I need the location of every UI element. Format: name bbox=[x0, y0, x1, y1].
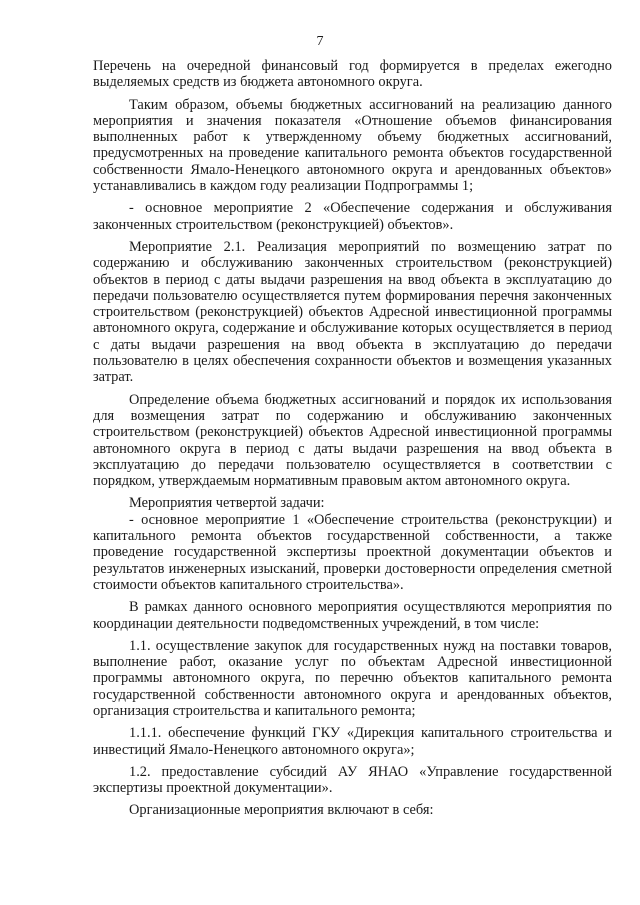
paragraph-2: Таким образом, объемы бюджетных ассигнований на реализацию данного мероприятия и значения показателя «Отношение объемов финансирования выполненных работ к утвержденному объему бюджетных ассигнований, предусмотренных на проведение капитального ремонта объектов государственной собственности Ямало-Ненецкого автономного округа и арендованных объектов» устанавливались в каждом году реализации Подпрограммы 1; bbox=[93, 96, 612, 195]
page-number: 7 bbox=[316, 34, 324, 49]
paragraph-6: Мероприятия четвертой задачи: bbox=[129, 495, 325, 512]
paragraph-10: 1.1.1. обеспечение функций ГКУ «Дирекция капитального строительства и инвестиций Ямало-Ненецкого автономного округа»; bbox=[93, 725, 612, 758]
paragraph-11: 1.2. предоставление субсидий АУ ЯНАО «Управление государственной экспертизы проектной документации». bbox=[93, 763, 612, 797]
paragraph-4: Мероприятие 2.1. Реализация мероприятий по возмещению затрат по содержанию и обслуживанию законченных строительством (реконструкцией) объектов в период с даты выдачи разрешения на ввод объекта в эксплуатацию до передачи пользователю осуществляется путем формирования перечня законченных строительством (реконструкцией) объектов Адресной инвестиционной программы автономного округа, содержание и обслуживание которых осуществляется в период с даты выдачи разрешения на ввод объекта в эксплуатацию до передачи пользователю в целях обеспечения сохранности объектов и возмещения указанных затрат. bbox=[93, 238, 612, 386]
document-body bbox=[93, 58, 612, 819]
paragraph-7: - основное мероприятие 1 «Обеспечение строительства (реконструкции) и капитального ремонта объектов государственной собственности, а также проведение государственной экспертизы проектной документации объектов и результатов инженерных изысканий, проверки достоверности определения сметной стоимости объектов капитального строительства». bbox=[93, 511, 612, 593]
paragraph-3: - основное мероприятие 2 «Обеспечение содержания и обслуживания законченных строительством (реконструкцией) объектов». bbox=[93, 200, 612, 233]
paragraph-5: Определение объема бюджетных ассигнований и порядок их использования для возмещения затрат по содержанию и обслуживанию законченных строительством (реконструкцией) объектов Адресной инвестиционной программы автономного округа в период с даты выдачи разрешения на ввод объекта в эксплуатацию до передачи пользователю осуществляется в соответствии с порядком, утверждаемым нормативным правовым актом автономного округа. bbox=[93, 391, 612, 490]
paragraph-12: Организационные мероприятия включают в себя: bbox=[129, 802, 434, 819]
paragraph-9: 1.1. осуществление закупок для государственных нужд на поставки товаров, выполнение работ, оказание услуг по объектам Адресной инвестиционной программы автономного округа, по перечню объектов капитального ремонта государственной собственности автономного округа и арендованных объектов, организация строительства и капитального ремонта; bbox=[93, 637, 612, 719]
paragraph-8: В рамках данного основного мероприятия осуществляются мероприятия по координации деятельности подведомственных учреждений, в том числе: bbox=[93, 599, 612, 632]
paragraph-1: Перечень на очередной финансовый год формируется в пределах ежегодно выделяемых средств из бюджета автономного округа. bbox=[93, 58, 612, 91]
